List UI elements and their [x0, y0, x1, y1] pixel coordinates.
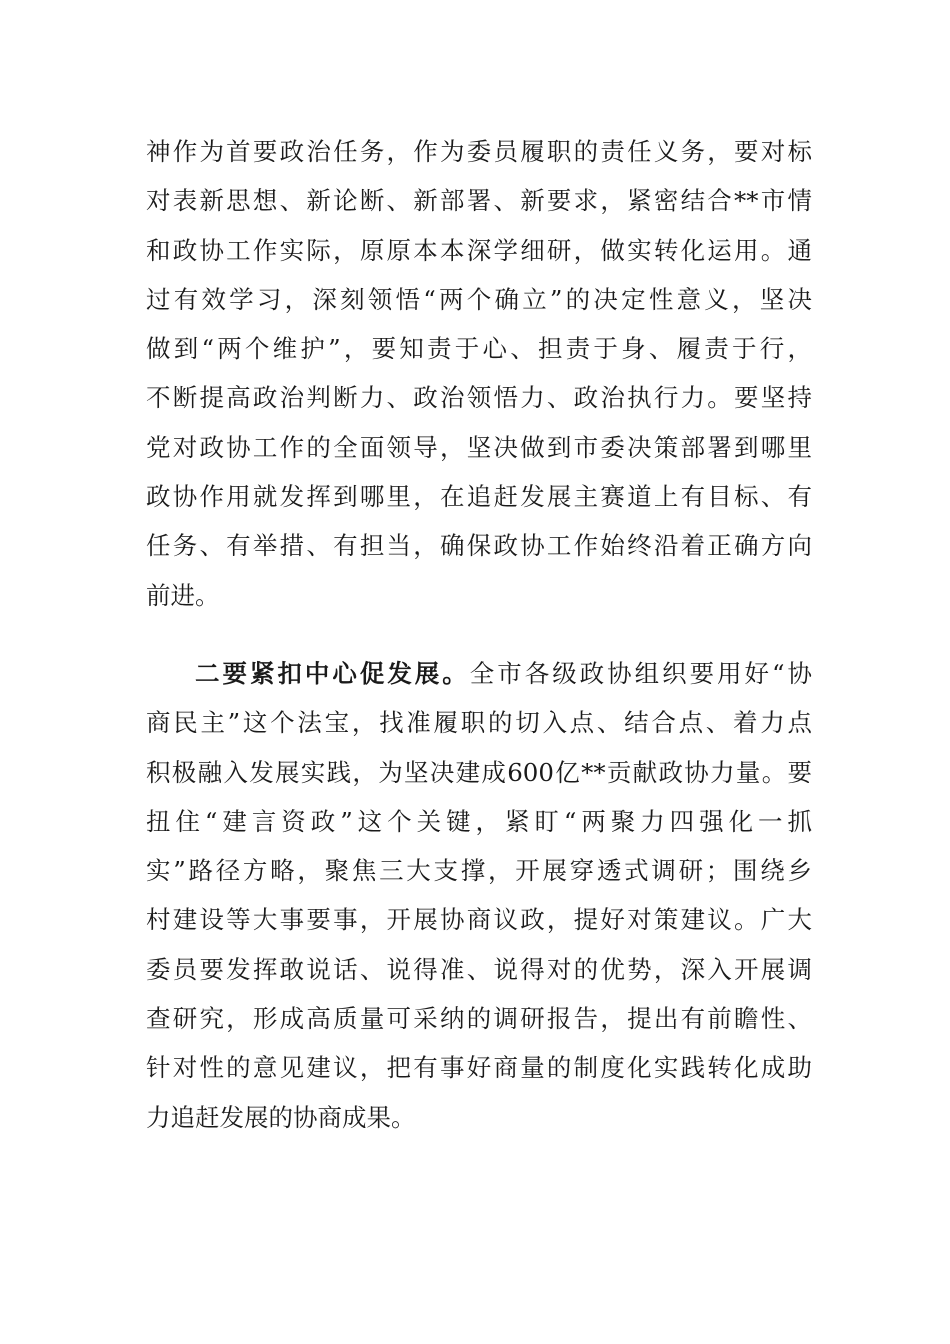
paragraph-1-line: 过有效学习，深刻领悟“两个确立”的决定性意义，坚决 [146, 284, 812, 314]
paragraph-2-heading: 二要紧扣中心促发展。 [195, 658, 470, 688]
paragraph-2-line: 查研究，形成高质量可采纳的调研报告，提出有前瞻性、 [146, 1004, 812, 1034]
paragraph-1-line: 党对政协工作的全面领导，坚决做到市委决策部署到哪里 [146, 432, 812, 462]
paragraph-1-line: 任务、有举措、有担当，确保政协工作始终沿着正确方向 [146, 531, 812, 561]
paragraph-2-line: 实”路径方略，聚焦三大支撑，开展穿透式调研；围绕乡 [146, 856, 812, 886]
paragraph-1-line: 对表新思想、新论断、新部署、新要求，紧密结合**市情 [146, 186, 812, 216]
paragraph-2-line: 商民主”这个法宝，找准履职的切入点、结合点、着力点 [146, 708, 812, 738]
paragraph-2-line: 力追赶发展的协商成果。 [146, 1102, 416, 1132]
paragraph-1-line: 做到“两个维护”，要知责于心、担责于身、履责于行， [146, 334, 812, 364]
paragraph-1-line: 神作为首要政治任务，作为委员履职的责任义务，要对标 [146, 137, 812, 166]
paragraph-2-first-line [146, 649, 812, 698]
paragraph-2 [146, 649, 812, 1142]
paragraph-2-first-line-text: 全市各级政协组织要用好“协 [469, 658, 812, 688]
paragraph-spacer [146, 620, 812, 649]
paragraph-1-line: 不断提高政治判断力、政治领悟力、政治执行力。要坚持 [146, 383, 812, 413]
paragraph-1-line: 和政协工作实际，原原本本深学细研，做实转化运用。通 [146, 235, 812, 265]
paragraph-1 [146, 127, 812, 620]
paragraph-1-line: 前进。 [146, 580, 220, 610]
paragraph-2-line: 扭住“建言资政”这个关键，紧盯“两聚力四强化一抓 [146, 806, 812, 836]
paragraph-2-line: 针对性的意见建议，把有事好商量的制度化实践转化成助 [146, 1053, 812, 1083]
paragraph-2-line: 村建设等大事要事，开展协商议政，提好对策建议。广大 [146, 905, 812, 935]
paragraph-2-line: 委员要发挥敢说话、说得准、说得对的优势，深入开展调 [146, 954, 812, 984]
paragraph-1-line: 政协作用就发挥到哪里，在追赶发展主赛道上有目标、有 [146, 482, 812, 512]
paragraph-2-line: 积极融入发展实践，为坚决建成600亿**贡献政协力量。要 [146, 757, 812, 787]
document-body [146, 127, 812, 1142]
